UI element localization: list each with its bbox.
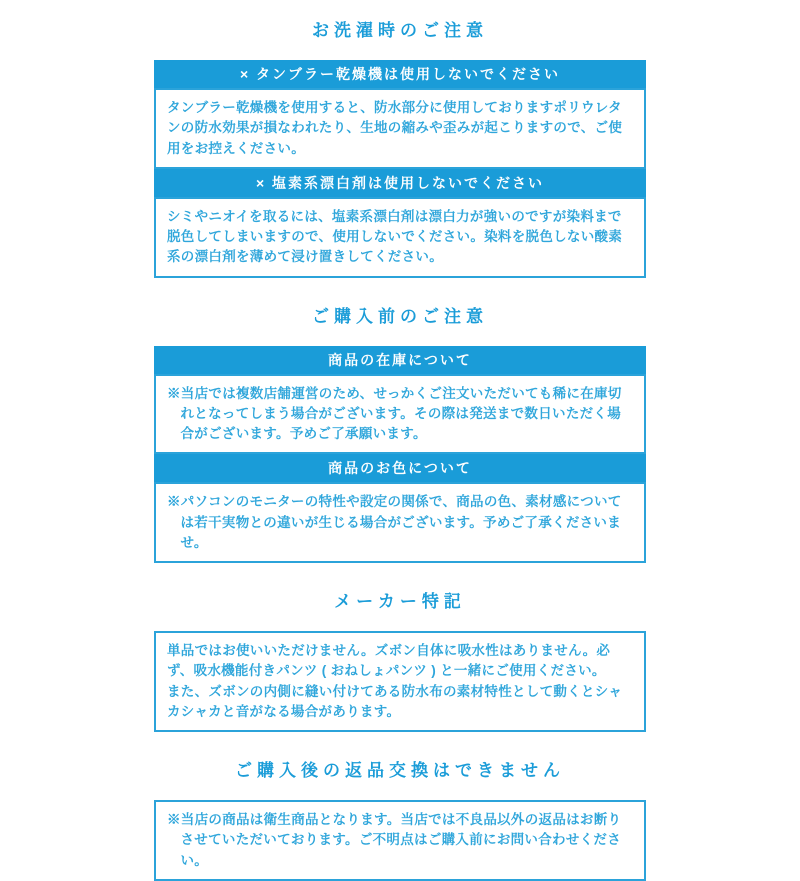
notice-block-color <box>154 454 646 563</box>
section-pre-purchase-notes <box>154 302 646 564</box>
notice-text: また、ズボンの内側に縫い付けてある防水布の素材特性として動くとシャカシャカと音がなる場合があります。 <box>167 683 623 719</box>
notice-header-tumble-dryer: × タンブラー乾燥機は使用しないでください <box>154 60 646 88</box>
notice-body-tumble-dryer <box>154 88 646 169</box>
notice-text: ※パソコンのモニターの特性や設定の関係で、商品の色、素材感については若干実物との違いが生じる場合がございます。予めご了承くださいませ。 <box>167 494 622 550</box>
notice-text: ※当店では複数店舗運営のため、せっかくご注文いただいても稀に在庫切れとなってしまう場合がございます。その際は発送まで数日いただく場合がございます。予めご了承願います。 <box>167 385 622 441</box>
notice-block-stock <box>154 346 646 455</box>
section-title-laundry: お洗濯時のご注意 <box>312 21 488 40</box>
notice-body-stock <box>154 374 646 455</box>
content-column <box>154 0 646 881</box>
section-laundry-precautions <box>154 16 646 278</box>
notice-header-chlorine-bleach: × 塩素系漂白剤は使用しないでください <box>154 169 646 197</box>
notice-header-stock: 商品の在庫について <box>154 346 646 374</box>
notice-block-chlorine-bleach <box>154 169 646 278</box>
notice-text: ※当店の商品は衛生商品となります。当店では不良品以外の返品はお断りさせていただいております。ご不明点はご購入前にお問い合わせください。 <box>167 812 622 868</box>
section-manufacturer-notes <box>154 587 646 732</box>
notice-body-manufacturer <box>154 631 646 732</box>
notice-body-no-returns <box>154 800 646 881</box>
section-no-returns <box>154 756 646 881</box>
notice-block-tumble-dryer <box>154 60 646 169</box>
notice-header-color: 商品のお色について <box>154 454 646 482</box>
notice-text: シミやニオイを取るには、塩素系漂白剤は漂白力が強いのですが染料まで脱色してしまいますので、使用しないでください。染料を脱色しない酸素系の漂白剤を薄めて浸け置きしてください。 <box>167 208 623 265</box>
section-title-pre-purchase: ご購入前のご注意 <box>312 306 488 326</box>
notice-body-color <box>154 482 646 563</box>
section-title-manufacturer: メーカー特記 <box>334 592 466 611</box>
notice-text: 単品ではお使いいただけません。ズボン自体に吸水性はありません。必ず、吸水機能付きパンツ ( おねしょパンツ ) と一緒にご使用ください。 <box>167 643 611 679</box>
section-title-no-returns: ご購入後の返品交換はできません <box>235 761 565 780</box>
notice-body-chlorine-bleach <box>154 197 646 278</box>
notice-text: タンブラー乾燥機を使用すると、防水部分に使用しておりますポリウレタンの防水効果が損なわれたり、生地の縮みや歪みが起こりますので、ご使用をお控えください。 <box>167 100 623 156</box>
